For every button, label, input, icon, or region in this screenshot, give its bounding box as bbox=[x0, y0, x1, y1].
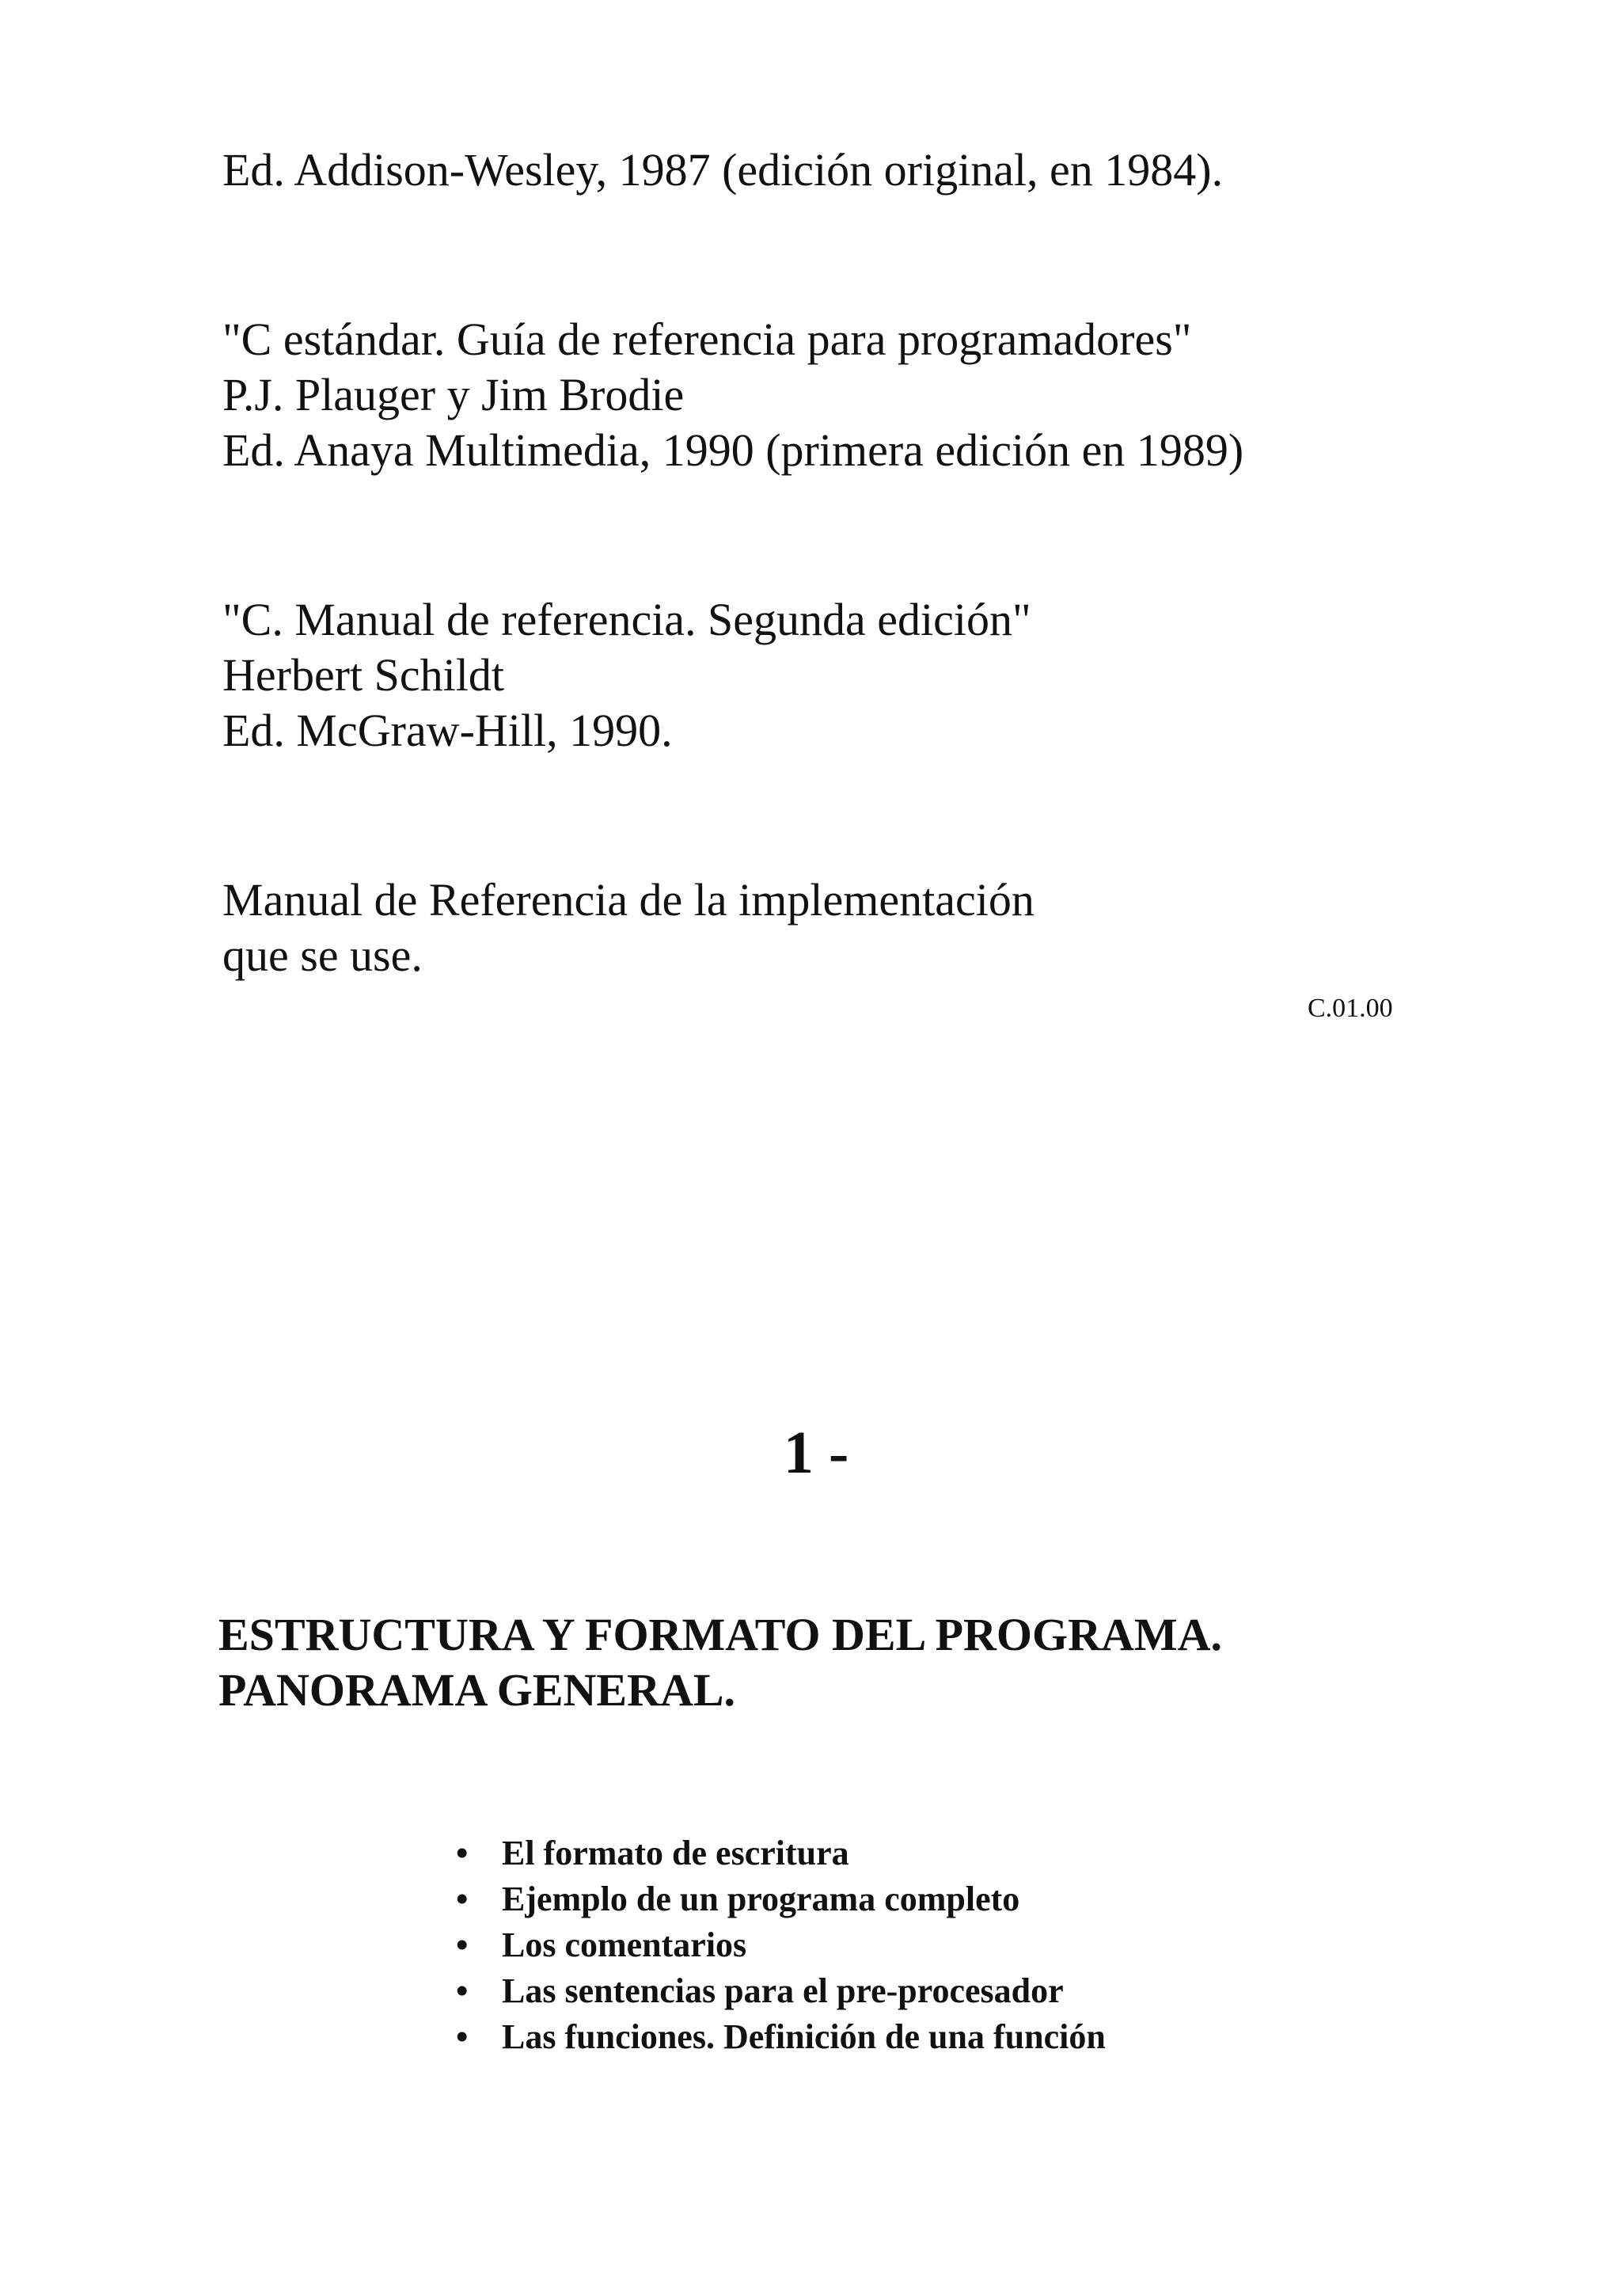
bullet-icon: • bbox=[456, 1880, 469, 1918]
chapter-title-line: ESTRUCTURA Y FORMATO DEL PROGRAMA. bbox=[218, 1609, 1223, 1660]
reference-note-line: que se use. bbox=[222, 929, 423, 981]
list-item bbox=[448, 2014, 1106, 2060]
topic-label: Las funciones. Definición de una función bbox=[502, 2017, 1106, 2056]
reference-author-line: Herbert Schildt bbox=[222, 649, 504, 701]
reference-publisher-line: Ed. Addison-Wesley, 1987 (edición original, en 1984). bbox=[222, 144, 1224, 196]
reference-author-line: P.J. Plauger y Jim Brodie bbox=[222, 369, 685, 420]
reference-publisher-line: Ed. McGraw-Hill, 1990. bbox=[222, 705, 673, 756]
bullet-icon: • bbox=[456, 1971, 469, 2010]
reference-title-line: "C estándar. Guía de referencia para programadores" bbox=[222, 314, 1192, 365]
chapter-title-line: PANORAMA GENERAL. bbox=[218, 1664, 736, 1716]
topic-label: Ejemplo de un programa completo bbox=[502, 1880, 1020, 1918]
list-item bbox=[448, 1876, 1106, 1922]
reference-publisher-line: Ed. Anaya Multimedia, 1990 (primera edición en 1989) bbox=[222, 424, 1244, 476]
topic-label: El formato de escritura bbox=[502, 1834, 849, 1872]
bullet-icon: • bbox=[456, 1925, 469, 1964]
bullet-icon: • bbox=[456, 1834, 469, 1872]
list-item bbox=[448, 1830, 1106, 1876]
chapter-number: 1 - bbox=[784, 1420, 849, 1486]
topic-label: Los comentarios bbox=[502, 1925, 747, 1964]
topic-label: Las sentencias para el pre-procesador bbox=[502, 1971, 1064, 2010]
reference-note-line: Manual de Referencia de la implementación bbox=[222, 874, 1034, 926]
reference-title-line: "C. Manual de referencia. Segunda edición" bbox=[222, 594, 1031, 645]
list-item bbox=[448, 1968, 1106, 2014]
chapter-topic-list bbox=[448, 1830, 1106, 2060]
list-item bbox=[448, 1922, 1106, 1968]
page-code: C.01.00 bbox=[1308, 994, 1393, 1023]
bullet-icon: • bbox=[456, 2017, 469, 2056]
